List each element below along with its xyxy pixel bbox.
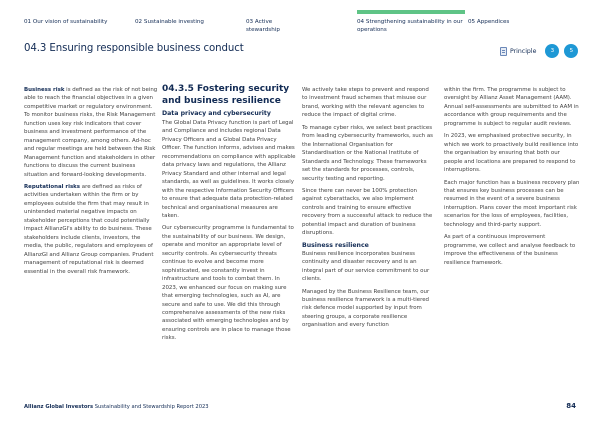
column-4 [444, 86, 580, 271]
footer-report-title: Sustainability and Stewardship Report 2023 [93, 404, 209, 410]
principle-indicator [500, 44, 578, 58]
nav-item-vision[interactable] [24, 19, 124, 27]
principle-label: Principle [510, 47, 537, 55]
page-title: 04.3 Ensuring responsible business conduct [24, 43, 244, 54]
column-1 [24, 86, 158, 280]
nav-label: 05 Appendices [468, 19, 510, 25]
top-navigation [0, 0, 600, 40]
subheading-data-privacy: Data privacy and cybersecurity [162, 110, 271, 117]
subheading-business-resilience: Business resilience [302, 241, 369, 249]
column-2 [162, 84, 296, 347]
paragraph: Business resilience incorporates business continuity and disaster recovery and is an integral part of our service commitment to our clients. [302, 250, 430, 283]
column-3 [302, 86, 436, 334]
principle-badge-3[interactable]: 3 [545, 44, 559, 58]
paragraph: Managed by the Business Resilience team, our business resilience framework is a multi-tiered risk defence model supported by input from steering groups, a corporate resilience organisation and every function [302, 288, 430, 329]
paragraph: To manage cyber risks, we select best practices from leading cybersecurity frameworks, such as the International Organisation for Standardisation or the National Institute of Standards and Technology. These frameworks set the standards for processes, controls, security testing and reporting. [302, 124, 434, 182]
footer [24, 404, 209, 410]
nav-item-sustainable-investing[interactable] [135, 19, 235, 27]
footer-brand: Allianz Global Investors [24, 404, 94, 410]
paragraph: As part of a continuous improvement programme, we collect and analyse feedback to improve the effectiveness of the business resilience framework. [444, 234, 576, 266]
document-icon [500, 47, 507, 56]
nav-item-appendices[interactable] [468, 19, 568, 27]
nav-label: 04 Strengthening sustainability in our operations [357, 19, 463, 33]
paragraph: Our cybersecurity programme is fundamental to the sustainability of our business. We design, operate and monitor an appropriate level of security controls. As cybersecurity threats continue to evolve and become more sophisticated, we constantly invest in infrastructure and tools to combat them. In 2023, we enhanced our focus on making sure that emerging technologies, such as AI, are secure and safe to use. We did this through comprehensive assessments of the new risks associated with emerging technologies and by ensuring controls are in place to manage those risks. [162, 225, 294, 342]
nav-item-active-stewardship[interactable] [246, 19, 296, 34]
reputational-risk-term: Reputational risks [24, 183, 81, 190]
business-risk-term: Business risk [24, 87, 65, 93]
reputational-risk-paragraph: Reputational risks are defined as risks of activities undertaken within the firm or by employees outside the firm that may result in unintended material negative impacts on stakeholder perceptions that could potentially impact AllianzGI's ability to do business. These stakeholders include clients, investors, the media, the public, regulators and employees of AllianzGI and Allianz Group companies. Prudent management of reputational risk is deemed essential in the overall risk framework. [24, 183, 154, 275]
paragraph: Since there can never be 100% protection against cyberattacks, we also implement controls and training to ensure effective recovery from a successful attack to reduce the potential impact and duration of business disruptions. [302, 187, 433, 237]
paragraph: Each major function has a business recovery plan that ensures key business processes can be resumed in the event of a severe business interruption. Plans cover the most important risk scenarios for the loss of employees, facilities, technology and third-party support. [444, 179, 580, 228]
nav-label: 03 Active stewardship [246, 19, 280, 33]
nav-item-strengthening-operations[interactable] [357, 19, 467, 34]
paragraph: within the firm. The programme is subject to oversight by Allianz Asset Management (AAM). Annual self-assessments are submitted to AAM in accordance with group requirements and the programme is subject to regular audit reviews. [444, 87, 579, 127]
page-number: 84 [566, 402, 576, 410]
principle-badge-5[interactable]: 5 [564, 44, 578, 58]
active-indicator [357, 10, 465, 14]
nav-label: 01 Our vision of sustainability [24, 19, 108, 25]
paragraph: The Global Data Privacy function is part of Legal and Compliance and includes regional Data Privacy Officers and a Global Data Privacy Officer. The function informs, advises and makes recommendations on compliance with applicable data privacy laws and regulations, the Allianz Privacy Standard and other internal and legal standards, as well as guidelines. It works closely with the respective Information Security Officers to ensure that adequate data protection-related technical and organisational measures are taken. [162, 120, 296, 219]
nav-label: 02 Sustainable investing [135, 19, 204, 25]
business-risk-paragraph: Business risk is defined as the risk of not being able to reach the financial objectives in a given competitive market or regulatory environment. To monitor business risks, the Risk Management function uses key risk indicators that cover business and investment performance of the management company, among others. Ad-hoc and regular meetings are held between the Risk Management function and stakeholders in other functions to discuss the current business situation and forward-looking developments. [24, 87, 158, 178]
paragraph: We actively take steps to prevent and respond to investment fraud schemes that misuse our brand, working with the relevant agencies to reduce the impact of digital crime. [302, 87, 429, 119]
section-heading: 04.3.5 Fostering security and business resilience [162, 84, 290, 106]
paragraph: In 2023, we emphasised protective security, in which we work to proactively build resilience into the organisation by ensuring that both our people and locations are prepared to respond to interruptions. [444, 133, 579, 174]
